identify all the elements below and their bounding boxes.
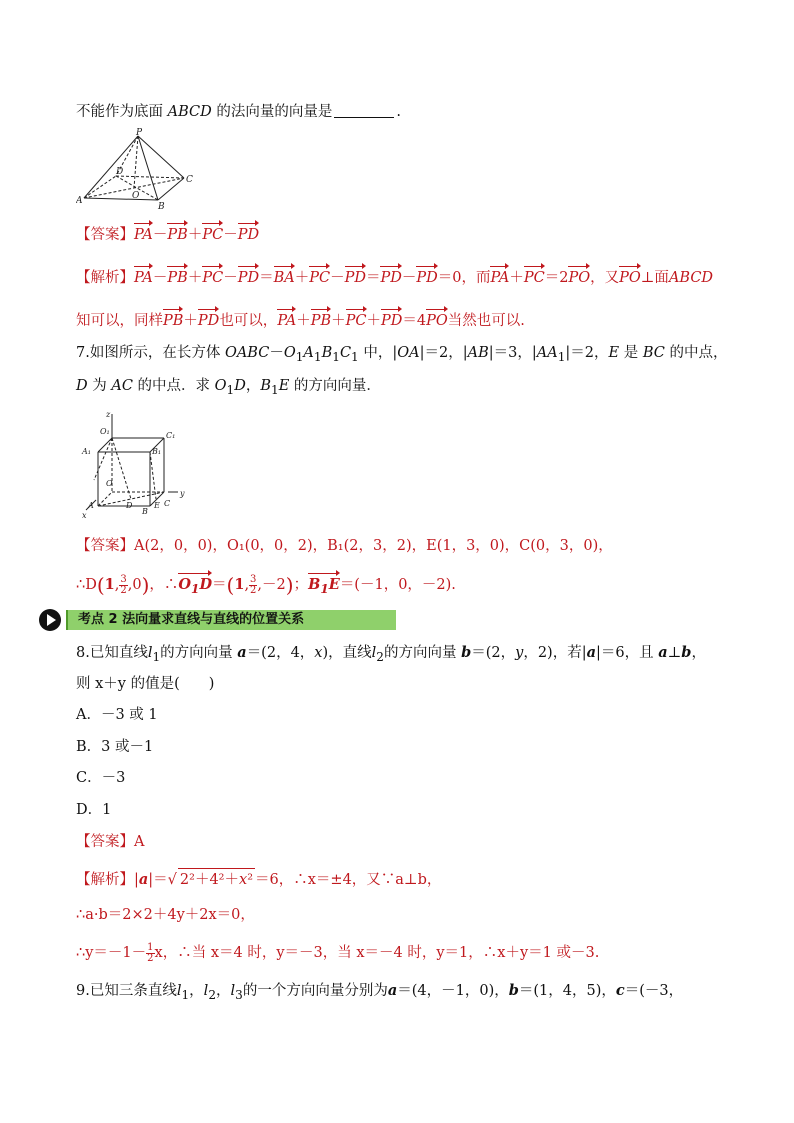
- fig-label: B₁: [152, 447, 162, 456]
- q8-answer: 【答案】A: [76, 834, 145, 850]
- fig-label: y: [180, 489, 185, 498]
- fig-label: z: [106, 410, 111, 419]
- play-arrow-icon: [38, 608, 62, 632]
- fig-label: A₁: [82, 447, 91, 456]
- q6-prompt: 不能作为底面 ABCD 的法向量的向量是 .: [76, 104, 401, 120]
- fig-label: C₁: [166, 431, 176, 440]
- q9-line1: 9.已知三条直线$l_1$，$l_2$，$l_3$的一个方向向量分别为a＝(4，－1，0)，b＝(1，4，5)，c＝(－3，: [76, 982, 684, 1002]
- q8-option-b: B．3 或－1: [76, 739, 154, 755]
- section-header: [38, 608, 368, 632]
- fig-label: O₁: [100, 427, 110, 436]
- q8-line1: 8.已知直线$l_1$的方向向量 a＝(2，4，x)，直线$l_2$的方向向量 b＝(2，y，2)，若|a|＝6，且 a⊥b，: [76, 644, 706, 664]
- q6-analysis-line1: 【解析】PA－PB＋PC－PD＝BA＋PC－PD＝PD－PD＝0，而PA＋PC＝2PO，又PO⊥面ABCD: [76, 263, 713, 289]
- fig-label: B: [158, 202, 165, 210]
- pyramid-figure: [76, 128, 202, 210]
- fig-label: O: [132, 191, 140, 201]
- fig-label: D: [126, 501, 133, 510]
- section-bar: 考点 2 法向量求直线与直线的位置关系: [66, 610, 396, 630]
- fig-label: A: [76, 196, 83, 206]
- q7-line2: D 为 AC 的中点．求 $O_1D$，$B_1E$ 的方向向量．: [76, 378, 381, 397]
- fig-label: C: [186, 175, 193, 185]
- cuboid-figure: [76, 410, 198, 520]
- fig-label: E: [154, 501, 160, 510]
- fig-label: P: [136, 128, 143, 138]
- q7-answer-line1: 【答案】A(2，0，0)，O₁(0，0，2)，B₁(2，3，2)，E(1，3，0)，C(0，3，0)，: [76, 538, 613, 554]
- q7-answer-line2: ∴D(1, $\frac{3}{2}$ ,0)，$\therefore O_1D=(1$, $\frac{3}{2}$ ,－2)；$B_1E=(-1$，0，－2).: [76, 570, 456, 600]
- q8-option-d: D．1: [76, 802, 112, 818]
- q6-answer: 【答案】PA－PB＋PC－PD: [76, 220, 259, 246]
- q6-analysis-line2: 知可以，同样PB＋PD也可以，PA＋PB＋PC＋PD＝4PO当然也可以.: [76, 306, 525, 332]
- fig-label: D: [116, 167, 124, 177]
- q8-option-c: C．－3: [76, 770, 126, 786]
- fig-label: B: [142, 507, 148, 516]
- fig-label: O: [106, 479, 113, 488]
- fig-label: x: [82, 511, 87, 520]
- fig-label: A: [88, 501, 94, 510]
- q8-line2: 则 x＋y 的值是( ): [76, 676, 215, 692]
- answer-blank: [334, 103, 394, 118]
- q8-analysis-line1: 【解析】|a|＝√ 2²＋4²＋x² ＝6，∴x＝±4，又∵a⊥b，: [76, 868, 441, 891]
- fig-label: C: [164, 499, 171, 508]
- q8-option-a: A．－3 或 1: [76, 707, 158, 723]
- q7-line1: 7.如图所示，在长方体 $OABC-O_1A_1B_1C_1$ 中，|OA|＝2，|AB|＝3，$|AA_1|=2$，E 是 BC 的中点，: [76, 345, 728, 364]
- q8-analysis-line3: ∴y＝－1－ $\frac{1}{2}$ x，∴当 x＝4 时，y＝－3，当 x＝－4 时，y＝1，∴x＋y＝1 或－3.: [76, 941, 600, 964]
- q8-analysis-line2: ∴a·b＝2×2＋4y＋2x＝0，: [76, 907, 255, 923]
